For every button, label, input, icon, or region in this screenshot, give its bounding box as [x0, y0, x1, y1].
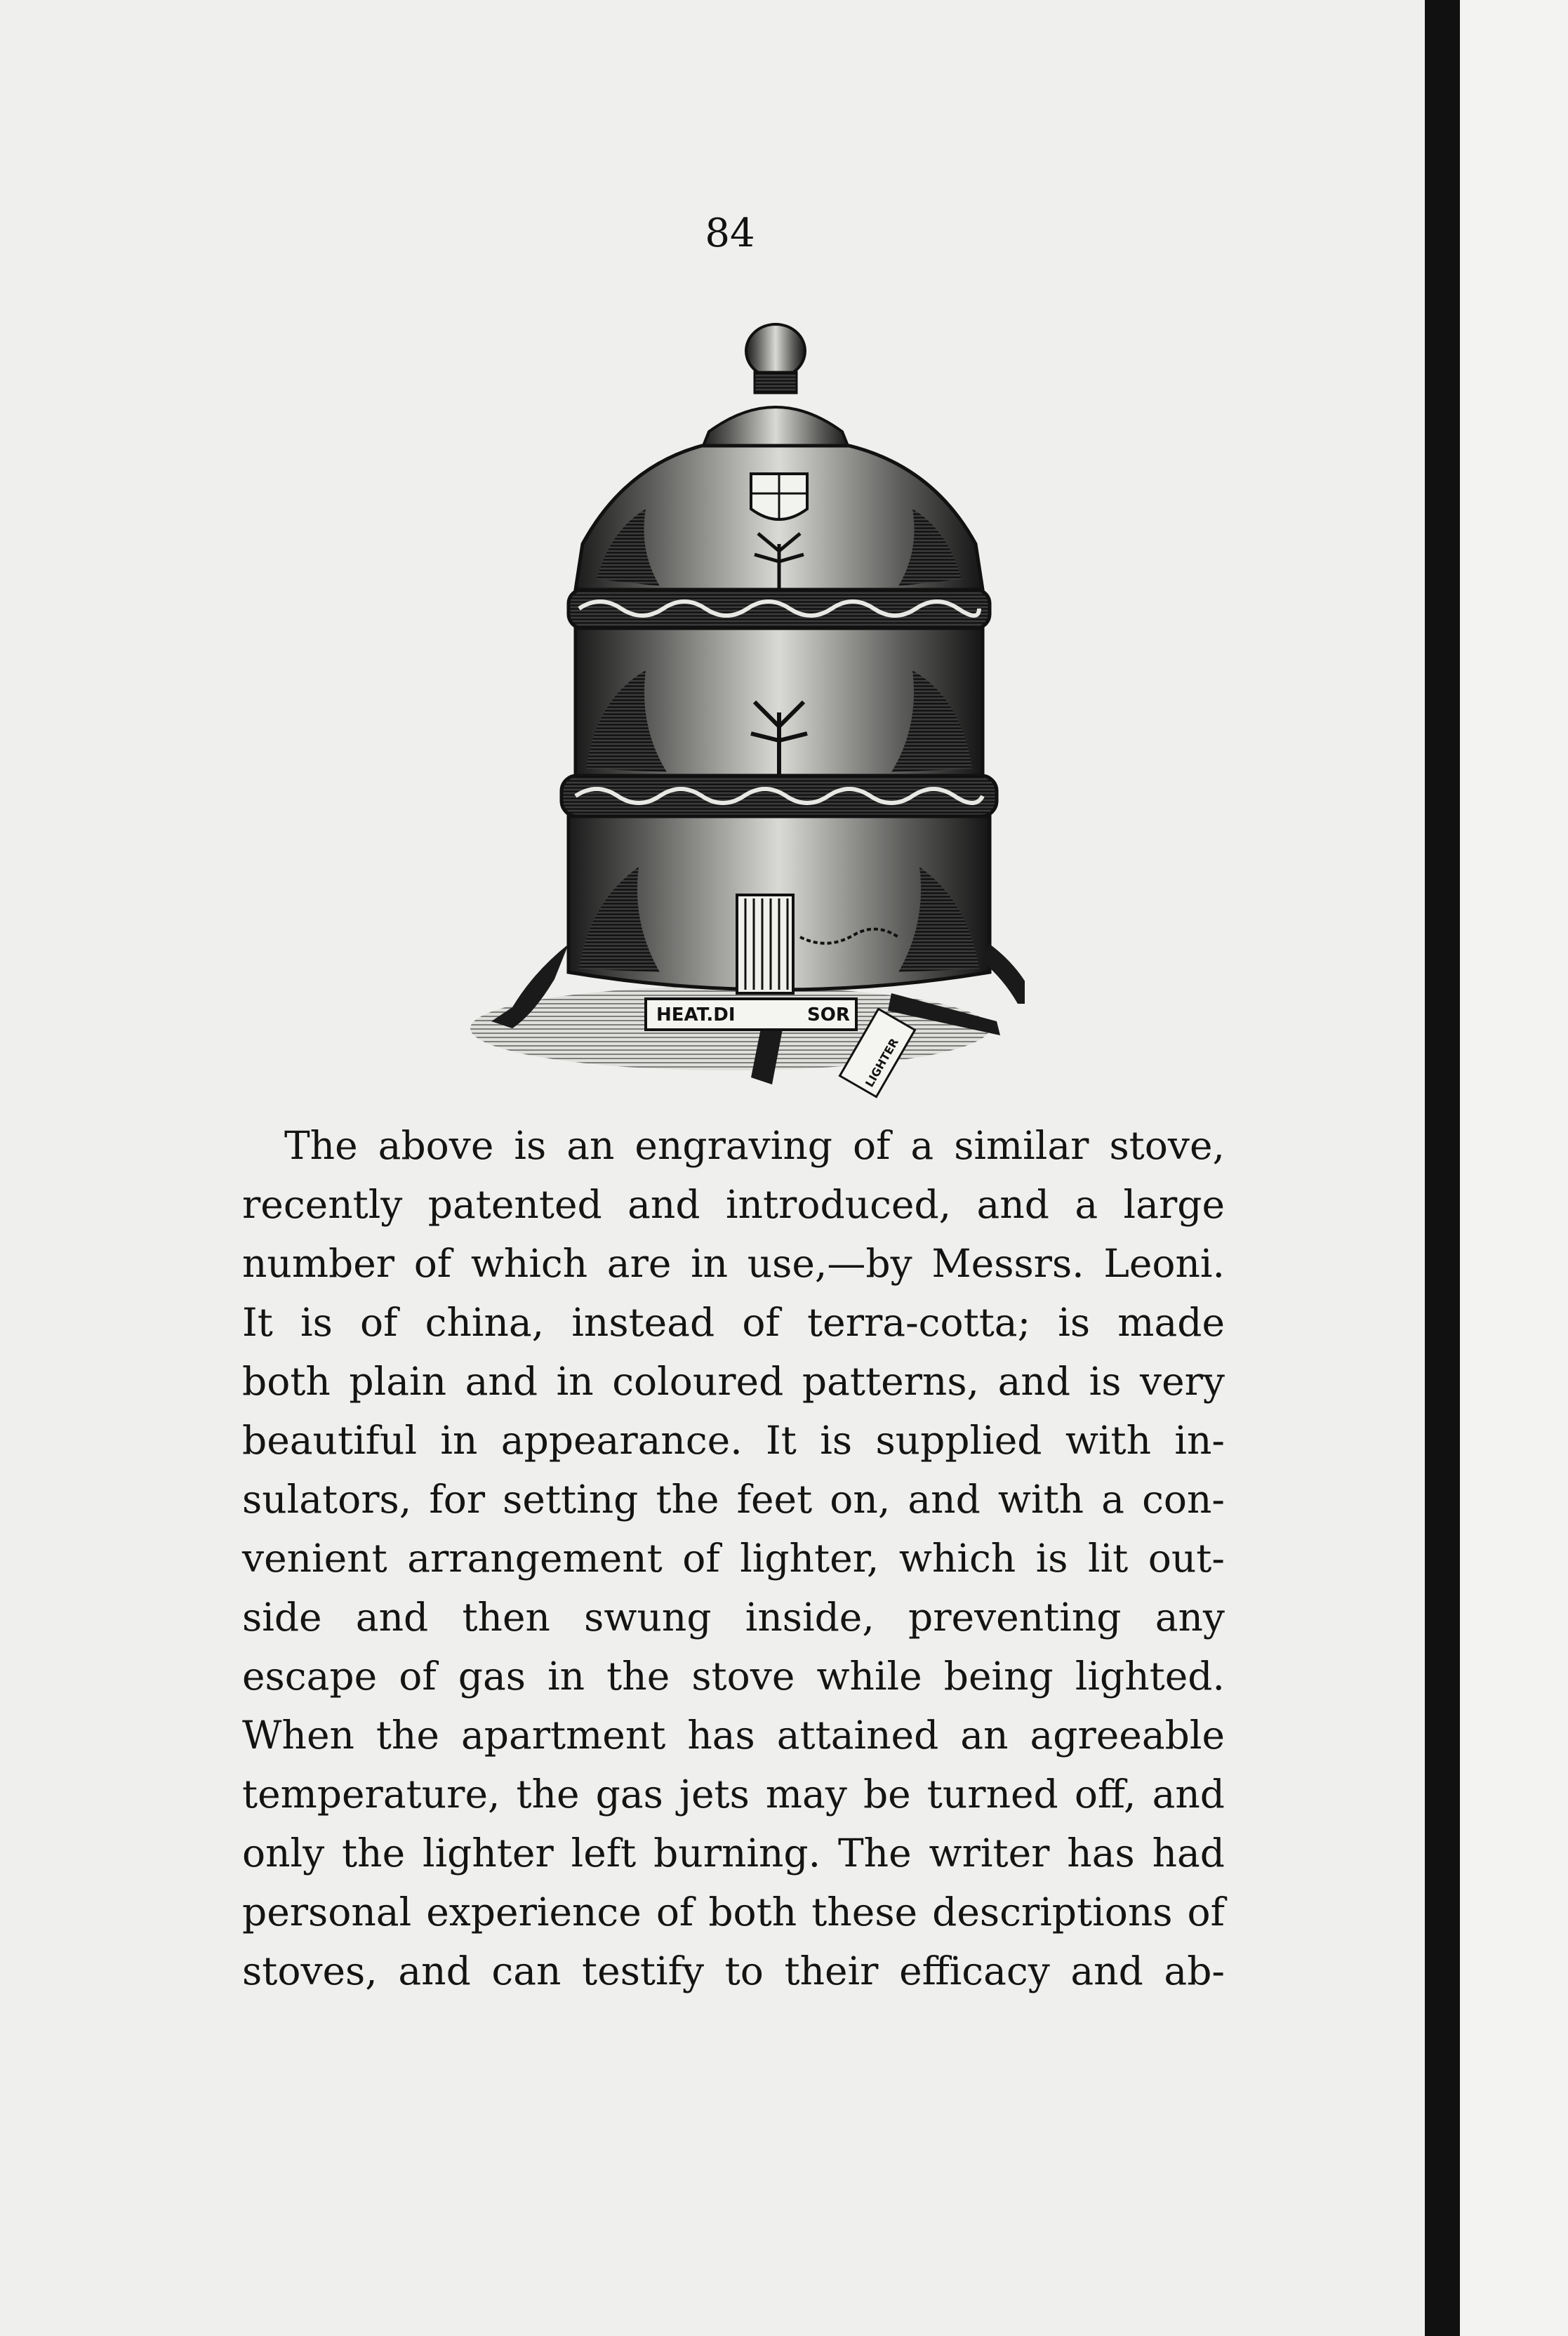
text-line: only the lighter left burning. The writer has had	[242, 1831, 1225, 1876]
text-line: side and then swung inside, preventing any	[242, 1595, 1225, 1640]
body-paragraph	[242, 1116, 1225, 2000]
upper-decorative-band	[569, 590, 990, 628]
lighter-tag-text: LIGHTER	[863, 1035, 901, 1089]
facing-page-margin	[1460, 0, 1568, 2336]
text-line: sulators, for setting the feet on, and with a con-	[242, 1477, 1225, 1522]
finial-knob	[746, 324, 805, 378]
text-line: venient arrangement of lighter, which is lit out-	[242, 1536, 1225, 1581]
text-line: personal experience of both these descriptions of	[242, 1890, 1225, 1934]
text-line: number of which are in use,—by Messrs. Leoni.	[242, 1241, 1225, 1286]
stove-engraving	[435, 319, 1025, 1099]
finial-neck	[755, 372, 797, 393]
text-line: temperature, the gas jets may be turned off, and	[242, 1772, 1225, 1817]
text-line: beautiful in appearance. It is supplied with in-	[242, 1418, 1225, 1463]
text-line: When the apartment has attained an agreeable	[242, 1713, 1225, 1758]
lower-decorative-band	[562, 776, 997, 816]
text-line: It is of china, instead of terra-cotta; is made	[242, 1300, 1225, 1345]
text-line: both plain and in coloured patterns, and is very	[242, 1359, 1225, 1404]
text-line: recently patented and introduced, and a large	[242, 1182, 1225, 1227]
finial-base	[702, 407, 849, 449]
text-line: escape of gas in the stove while being lighted.	[242, 1654, 1225, 1699]
plate-text-right: SOR	[807, 1004, 850, 1026]
page-gutter-edge	[1425, 0, 1460, 2336]
text-line: The above is an engraving of a similar stove,	[284, 1123, 1225, 1168]
plate-text-left: HEAT.DI	[656, 1004, 736, 1026]
page-number: 84	[705, 211, 755, 256]
text-line: stoves, and can testify to their efficacy and ab-	[242, 1949, 1225, 1993]
